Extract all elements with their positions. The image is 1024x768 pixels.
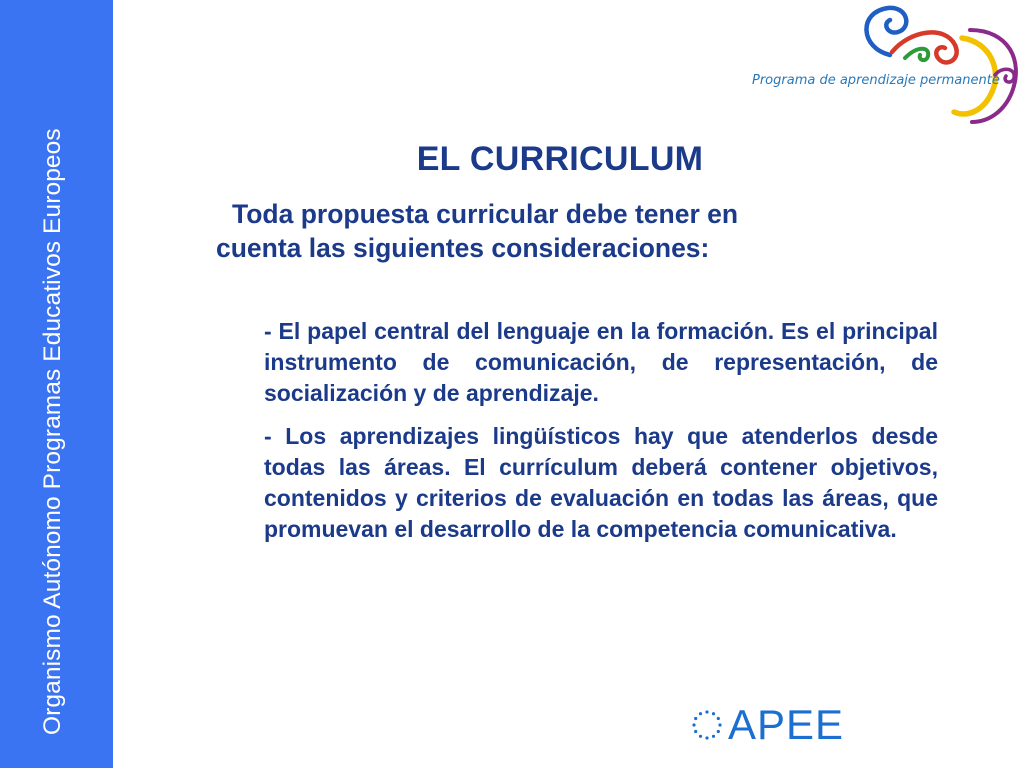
swirl-logo-icon <box>740 0 1024 125</box>
list-item: - Los aprendizajes lingüísticos hay que atenderlos desde todas las áreas. El currículum deberá contener objetivos, contenidos y criterios de evaluación en todas las áreas, que promuevan el desarrollo de la competencia comunicativa. <box>264 423 938 542</box>
side-vertical-text: Organismo Autónomo Programas Educativos Europeos <box>39 128 66 735</box>
logo-caption: Programa de aprendizaje permanente <box>752 73 1000 88</box>
eu-stars-icon <box>690 708 724 742</box>
apee-logo <box>690 700 844 750</box>
list-item: - El papel central del lenguaje en la formación. Es el principal instrumento de comunicación, de representación, de socialización y de aprendizaje. <box>264 318 938 406</box>
subtitle-line-1: Toda propuesta curricular debe tener en <box>232 199 739 229</box>
apee-brand-text: APEE <box>728 701 845 748</box>
slide-subtitle <box>216 197 896 265</box>
consideration-list <box>264 316 938 557</box>
slide-title: EL CURRICULUM <box>416 140 704 178</box>
subtitle-line-2: cuenta las siguientes consideraciones: <box>216 233 710 263</box>
side-band <box>0 0 113 768</box>
